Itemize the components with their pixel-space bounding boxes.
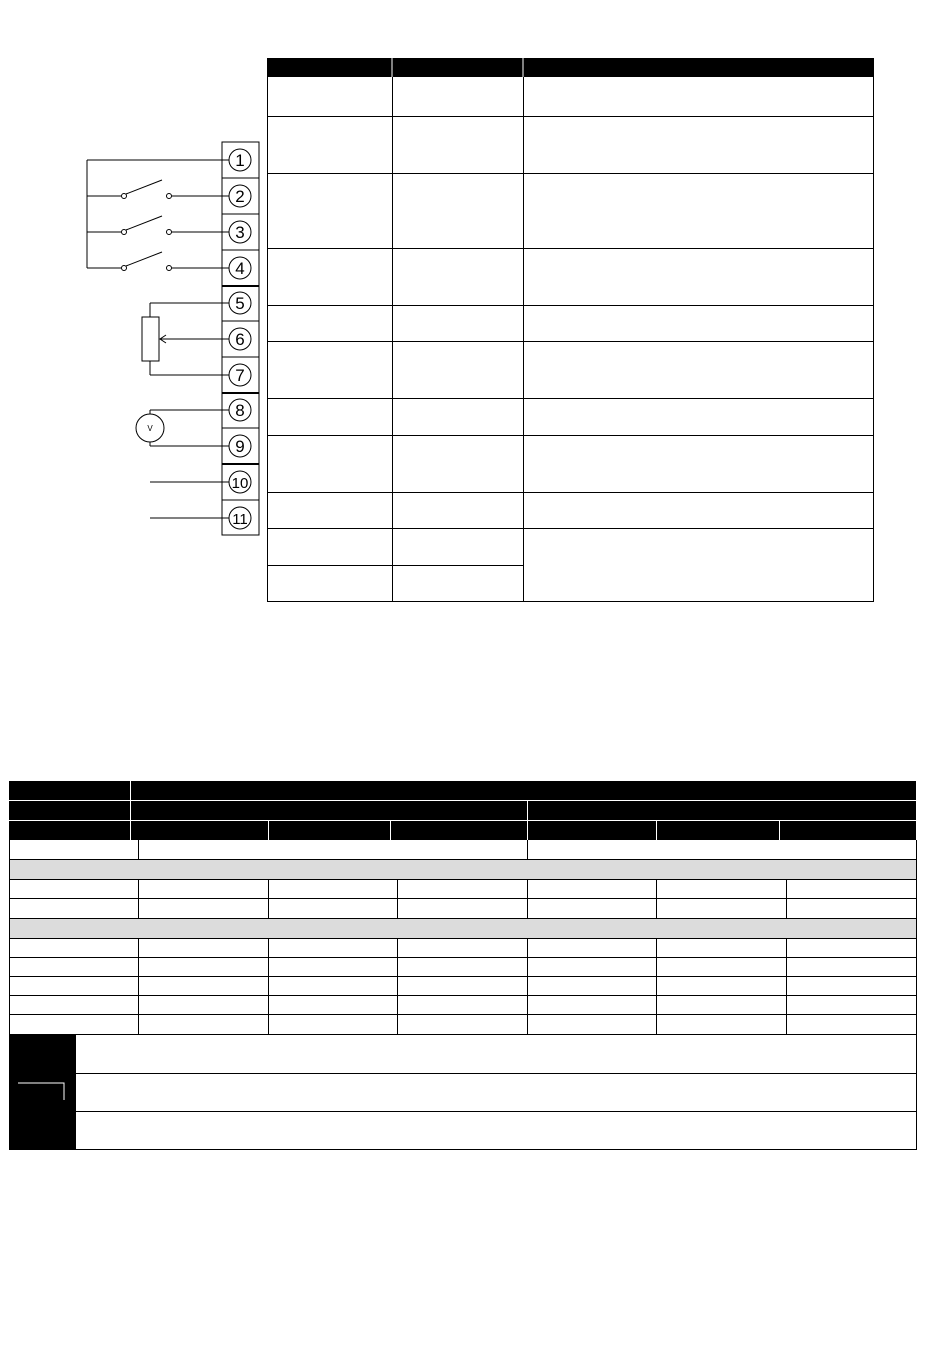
wiring-diagram [0,0,950,620]
switch-input-4 [87,252,229,271]
terminal-2-label: 2 [235,187,245,206]
potentiometer [142,303,229,375]
terminal-11-label: 11 [232,511,248,528]
terminal-function-table [267,58,874,602]
voltmeter-symbol: V [147,424,153,433]
terminal-8-label: 8 [235,401,245,420]
terminal-7-label: 7 [235,366,245,385]
switch-input-3 [87,216,229,235]
terminal-3-label: 3 [235,223,245,242]
terminal-5-label: 5 [235,294,245,313]
specification-table [0,770,950,1160]
terminal-6-label: 6 [235,330,245,349]
terminal-10-label: 10 [231,475,249,492]
terminal-1-label: 1 [235,151,245,170]
terminal-9-label: 9 [235,437,245,456]
switch-common-bus [87,160,229,268]
switch-input-2 [87,180,229,199]
terminal-4-label: 4 [235,259,245,278]
